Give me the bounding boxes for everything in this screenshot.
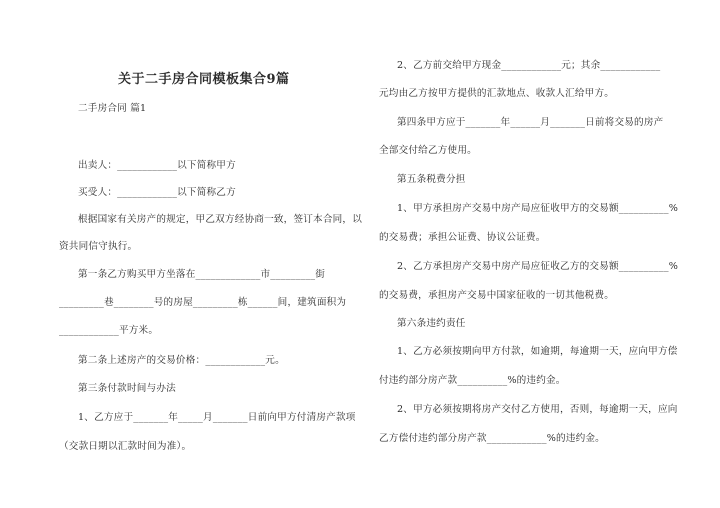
article-5-item-2-line-2: 的交易费，承担房产交易中国家征收的一切其他税费。 bbox=[379, 290, 615, 301]
article-4-line-2: 全部交付给乙方使用。 bbox=[379, 145, 477, 156]
article-3-item-1-line-1: 1、乙方应于_______年_____月_______日前向甲方付清房产款项 bbox=[78, 412, 356, 423]
article-3-item-2-line-1: 2、乙方前交给甲方现金____________元；其余____________ bbox=[397, 60, 661, 71]
article-4-line-1: 第四条甲方应于_______年______月_______日前将交易的房产 bbox=[397, 117, 664, 128]
article-3-item-2-line-2: 元均由乙方按甲方提供的汇款地点、收款人汇给甲方。 bbox=[379, 88, 615, 99]
article-6-item-1-line-1: 1、乙方必须按期向甲方付款，如逾期，每逾期一天，应向甲方偿 bbox=[397, 346, 678, 357]
article-3-heading: 第三条付款时间与办法 bbox=[78, 383, 176, 394]
article-6-item-1-line-2: 付违约部分房产款__________%的违约金。 bbox=[379, 375, 566, 386]
document-title: 关于二手房合同模板集合9篇 bbox=[118, 72, 290, 87]
section-subtitle: 二手房合同 篇1 bbox=[78, 103, 147, 114]
article-5-heading: 第五条税费分担 bbox=[397, 174, 466, 185]
article-6-item-2-line-1: 2、甲方必须按期将房产交付乙方使用，否则，每逾期一天，应向 bbox=[397, 404, 678, 415]
seller-line: 出卖人：____________以下简称甲方 bbox=[78, 160, 236, 171]
article-1-line-2: _________巷________号的房屋_________栋______间，建筑面积为 bbox=[59, 297, 347, 308]
article-1-line-1: 第一条乙方购买甲方坐落在_____________市_________街 bbox=[78, 269, 326, 280]
preamble-line-2: 资共同信守执行。 bbox=[59, 241, 138, 252]
preamble-line-1: 根据国家有关房产的规定，甲乙双方经协商一致，签订本合同，以 bbox=[78, 214, 363, 225]
article-1-line-3: ____________平方米。 bbox=[59, 325, 159, 336]
article-5-item-1-line-2: 的交易费；承担公证费、协议公证费。 bbox=[379, 232, 546, 243]
article-5-item-2-line-1: 2、乙方承担房产交易中房产局应征收乙方的交易额__________% bbox=[397, 261, 679, 272]
buyer-line: 买受人：____________以下简称乙方 bbox=[78, 187, 236, 198]
article-2-line: 第二条上述房产的交易价格：____________元。 bbox=[78, 355, 285, 366]
article-3-item-1-line-2: （交款日期以汇款时间为准）。 bbox=[59, 441, 192, 452]
article-6-item-2-line-2: 乙方偿付违约部分房产款____________%的违约金。 bbox=[379, 433, 605, 444]
article-6-heading: 第六条违约责任 bbox=[397, 318, 466, 329]
article-5-item-1-line-1: 1、甲方承担房产交易中房产局应征收甲方的交易额__________% bbox=[397, 203, 679, 214]
